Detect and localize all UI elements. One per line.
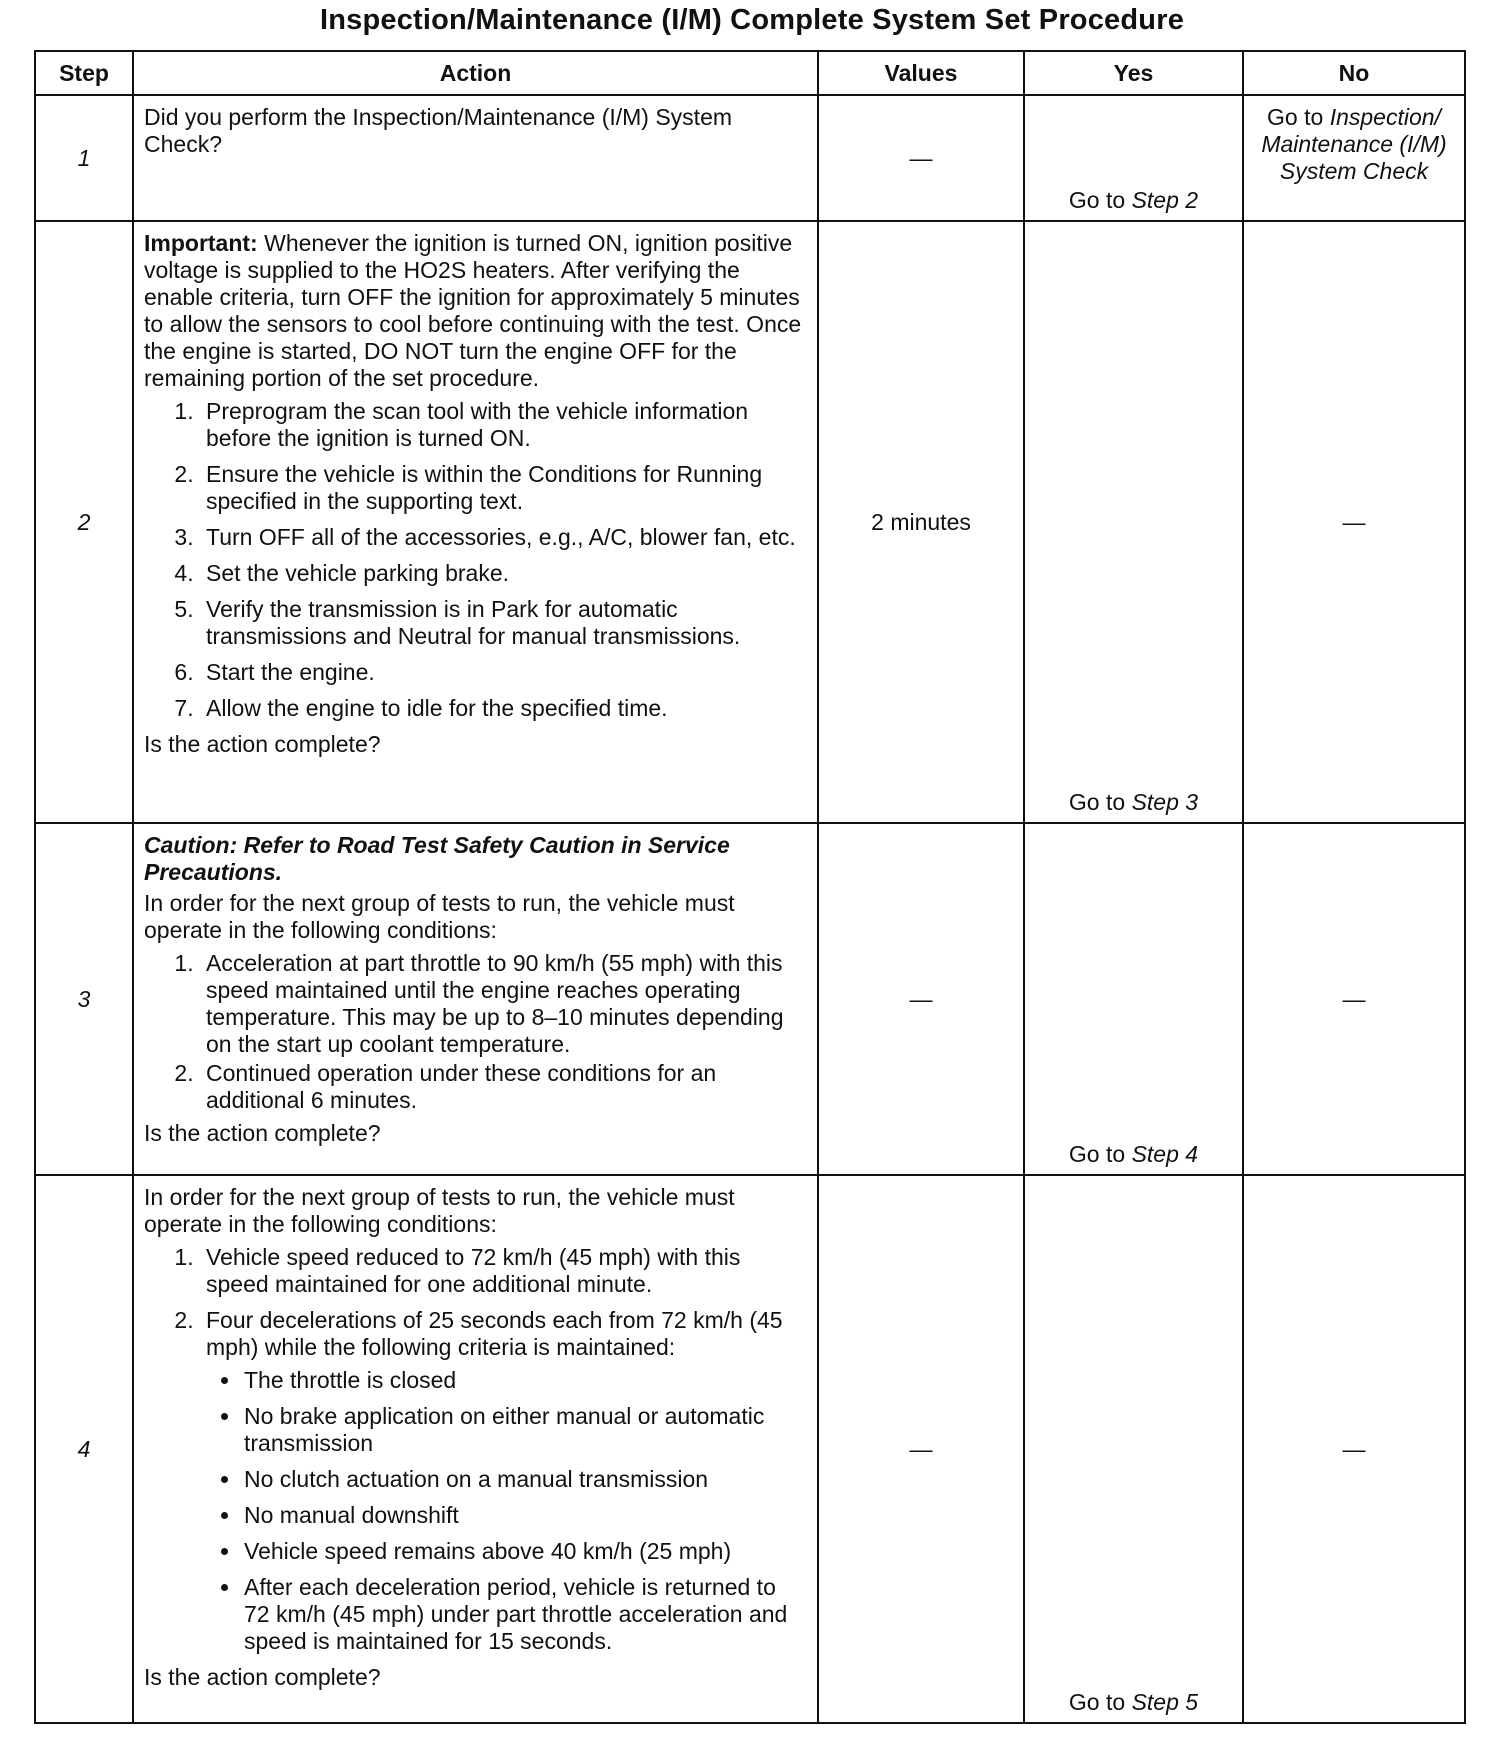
no-cell: —	[1243, 1175, 1465, 1723]
list-item: 5. Verify the transmission is in Park for automatic transmissions and Neutral for manual transmissions.	[200, 596, 807, 650]
header-row	[35, 51, 1465, 95]
action-intro: In order for the next group of tests to run, the vehicle must operate in the following conditions:	[144, 890, 735, 943]
header-action: Action	[133, 51, 818, 95]
table-row	[35, 1175, 1465, 1723]
action-question: Is the action complete?	[144, 731, 381, 757]
page-title: Inspection/Maintenance (I/M) Complete System Set Procedure	[319, 4, 1185, 36]
action-text: Did you perform the Inspection/Maintenance (I/M) System Check?	[144, 104, 733, 157]
action-cell	[133, 823, 818, 1175]
caution-note: Caution: Refer to Road Test Safety Caution in Service Precautions.	[144, 832, 730, 885]
list-item: 6. Start the engine.	[200, 659, 807, 686]
no-cell: —	[1243, 823, 1465, 1175]
table-row	[35, 221, 1465, 823]
step-number: 4	[35, 1175, 133, 1723]
yes-step-link[interactable]: Step 3	[1131, 789, 1199, 815]
bullet-item: • After each deceleration period, vehicle is returned to 72 km/h (45 mph) under part throttle acceleration and speed is maintained for 15 seconds.	[242, 1574, 807, 1655]
action-cell	[133, 221, 818, 823]
no-cell[interactable]	[1243, 95, 1465, 221]
table-row	[35, 823, 1465, 1175]
yes-cell[interactable]	[1024, 1175, 1243, 1723]
yes-cell[interactable]	[1024, 823, 1243, 1175]
action-steps-list	[144, 398, 807, 722]
action-question: Is the action complete?	[144, 1664, 381, 1690]
table-row	[35, 95, 1465, 221]
bullet-item: • Vehicle speed remains above 40 km/h (25 mph)	[242, 1538, 807, 1565]
list-item: 4. Set the vehicle parking brake.	[200, 560, 807, 587]
list-item: 1. Vehicle speed reduced to 72 km/h (45 mph) with this speed maintained for one additional minute.	[200, 1244, 807, 1298]
bullet-item: • The throttle is closed	[242, 1367, 807, 1394]
value-cell: 2 minutes	[818, 221, 1024, 823]
header-values: Values	[818, 51, 1024, 95]
no-cell: —	[1243, 221, 1465, 823]
action-steps-list	[144, 1244, 807, 1655]
bullet-item: • No clutch actuation on a manual transmission	[242, 1466, 807, 1493]
yes-prefix: Go to	[1068, 1689, 1132, 1715]
bullet-item: • No brake application on either manual or automatic transmission	[242, 1403, 807, 1457]
important-note	[144, 230, 807, 392]
yes-prefix: Go to	[1068, 789, 1132, 815]
header-yes: Yes	[1024, 51, 1243, 95]
list-item: 2. Continued operation under these conditions for an additional 6 minutes.	[200, 1060, 807, 1114]
yes-cell[interactable]	[1024, 221, 1243, 823]
procedure-table	[34, 50, 1466, 1724]
yes-prefix: Go to	[1068, 1141, 1132, 1167]
step-number: 1	[35, 95, 133, 221]
no-system-check-link[interactable]: Inspection/ Maintenance (I/M) System Check	[1261, 104, 1447, 184]
action-steps-list	[144, 950, 807, 1114]
important-text: Whenever the ignition is turned ON, ignition positive voltage is supplied to the HO2S heaters. After verifying the enable criteria, turn OFF the ignition for approximately 5 minutes to allow the sensors to cool before continuing with the test. Once the engine is started, DO NOT turn the engine OFF for the remaining portion of the set procedure.	[144, 230, 802, 391]
header-no: No	[1243, 51, 1465, 95]
list-item: 3. Turn OFF all of the accessories, e.g., A/C, blower fan, etc.	[200, 524, 807, 551]
list-item: 2. Ensure the vehicle is within the Conditions for Running specified in the supporting text.	[200, 461, 807, 515]
yes-step-link[interactable]: Step 2	[1131, 187, 1199, 213]
yes-cell[interactable]	[1024, 95, 1243, 221]
action-cell	[133, 1175, 818, 1723]
step-number: 2	[35, 221, 133, 823]
criteria-bullet-list	[206, 1367, 807, 1655]
list-item: 7. Allow the engine to idle for the specified time.	[200, 695, 807, 722]
yes-prefix: Go to	[1068, 187, 1132, 213]
yes-step-link[interactable]: Step 5	[1131, 1689, 1199, 1715]
value-cell: —	[818, 95, 1024, 221]
bullet-item: • No manual downshift	[242, 1502, 807, 1529]
list-item-text: Four decelerations of 25 seconds each from 72 km/h (45 mph) while the following criteria is maintained:	[206, 1307, 783, 1360]
value-cell: —	[818, 1175, 1024, 1723]
action-cell	[133, 95, 818, 221]
step-number: 3	[35, 823, 133, 1175]
action-question: Is the action complete?	[144, 1120, 381, 1146]
list-item	[200, 1307, 807, 1655]
value-cell: —	[818, 823, 1024, 1175]
yes-step-link[interactable]: Step 4	[1131, 1141, 1199, 1167]
list-item: 1. Preprogram the scan tool with the vehicle information before the ignition is turned ON.	[200, 398, 807, 452]
header-step: Step	[35, 51, 133, 95]
no-prefix: Go to	[1267, 104, 1330, 130]
important-label: Important:	[144, 230, 258, 256]
list-item: 1. Acceleration at part throttle to 90 km/h (55 mph) with this speed maintained until the engine reaches operating temperature. This may be up to 8–10 minutes depending on the start up coolant temperature.	[200, 950, 807, 1058]
action-intro: In order for the next group of tests to run, the vehicle must operate in the following conditions:	[144, 1184, 735, 1237]
